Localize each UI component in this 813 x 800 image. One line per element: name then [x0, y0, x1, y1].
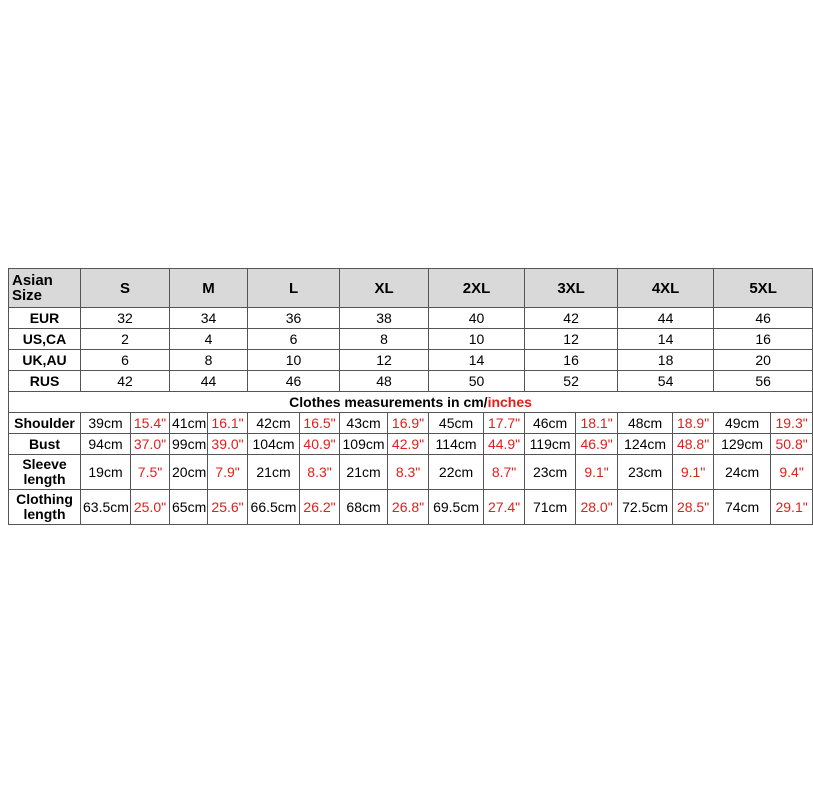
table-cell: 48: [340, 371, 429, 392]
size-header-row: [9, 269, 813, 308]
inch-cell: 28.0": [576, 490, 618, 525]
conversion-row-uk-au: [9, 350, 813, 371]
cm-cell: 65cm: [170, 490, 208, 525]
cm-cell: 46cm: [525, 413, 576, 434]
cm-cell: 45cm: [429, 413, 484, 434]
cm-cell: 19cm: [81, 455, 131, 490]
measurement-row-clothing-length: [9, 490, 813, 525]
size-header-s: S: [81, 269, 170, 308]
inch-cell: 39.0": [208, 434, 248, 455]
table-cell: 14: [429, 350, 525, 371]
size-header-3xl: 3XL: [525, 269, 618, 308]
measurement-row-shoulder: [9, 413, 813, 434]
cm-cell: 39cm: [81, 413, 131, 434]
inch-cell: 44.9": [484, 434, 525, 455]
cm-cell: 124cm: [618, 434, 673, 455]
row-label: Shoulder: [9, 413, 81, 434]
inch-cell: 19.3": [771, 413, 813, 434]
cm-cell: 74cm: [714, 490, 771, 525]
table-cell: 42: [525, 308, 618, 329]
measurement-row-sleeve-length: [9, 455, 813, 490]
cm-cell: 69.5cm: [429, 490, 484, 525]
cm-cell: 114cm: [429, 434, 484, 455]
table-cell: 36: [248, 308, 340, 329]
inch-cell: 48.8": [673, 434, 714, 455]
inch-cell: 9.1": [576, 455, 618, 490]
cm-cell: 71cm: [525, 490, 576, 525]
inch-cell: 25.6": [208, 490, 248, 525]
cm-cell: 49cm: [714, 413, 771, 434]
cm-cell: 66.5cm: [248, 490, 300, 525]
cm-cell: 23cm: [525, 455, 576, 490]
row-label: Bust: [9, 434, 81, 455]
inch-cell: 16.9": [388, 413, 429, 434]
inch-cell: 9.4": [771, 455, 813, 490]
inch-cell: 16.1": [208, 413, 248, 434]
inch-cell: 7.9": [208, 455, 248, 490]
measurement-row-bust: [9, 434, 813, 455]
asian-size-label: Asian Size: [9, 269, 81, 308]
inch-cell: 9.1": [673, 455, 714, 490]
table-cell: 42: [81, 371, 170, 392]
cm-cell: 104cm: [248, 434, 300, 455]
table-cell: 44: [170, 371, 248, 392]
cm-cell: 22cm: [429, 455, 484, 490]
inch-cell: 16.5": [300, 413, 340, 434]
table-cell: 6: [248, 329, 340, 350]
table-cell: 34: [170, 308, 248, 329]
cm-cell: 72.5cm: [618, 490, 673, 525]
table-cell: 44: [618, 308, 714, 329]
table-cell: 52: [525, 371, 618, 392]
row-label: Clothing length: [9, 490, 81, 525]
cm-cell: 42cm: [248, 413, 300, 434]
row-label: Sleeve length: [9, 455, 81, 490]
cm-cell: 21cm: [248, 455, 300, 490]
table-cell: 40: [429, 308, 525, 329]
table-cell: 2: [81, 329, 170, 350]
table-cell: 8: [340, 329, 429, 350]
inch-cell: 50.8": [771, 434, 813, 455]
table-cell: 16: [714, 329, 813, 350]
table-cell: 38: [340, 308, 429, 329]
inch-cell: 18.1": [576, 413, 618, 434]
table-cell: 10: [429, 329, 525, 350]
table-cell: 12: [340, 350, 429, 371]
table-cell: 14: [618, 329, 714, 350]
inch-cell: 15.4": [131, 413, 170, 434]
conversion-row-us-ca: [9, 329, 813, 350]
conversion-row-rus: [9, 371, 813, 392]
cm-cell: 41cm: [170, 413, 208, 434]
section-title-inches: inches: [487, 394, 532, 410]
inch-cell: 18.9": [673, 413, 714, 434]
cm-cell: 48cm: [618, 413, 673, 434]
table-cell: 46: [248, 371, 340, 392]
measurements-section-row: [9, 392, 813, 413]
inch-cell: 8.3": [300, 455, 340, 490]
size-header-l: L: [248, 269, 340, 308]
table-cell: 18: [618, 350, 714, 371]
cm-cell: 21cm: [340, 455, 388, 490]
inch-cell: 40.9": [300, 434, 340, 455]
table-cell: 12: [525, 329, 618, 350]
inch-cell: 8.7": [484, 455, 525, 490]
inch-cell: 42.9": [388, 434, 429, 455]
size-header-m: M: [170, 269, 248, 308]
table-cell: 56: [714, 371, 813, 392]
inch-cell: 26.2": [300, 490, 340, 525]
inch-cell: 37.0": [131, 434, 170, 455]
cm-cell: 99cm: [170, 434, 208, 455]
row-label: EUR: [9, 308, 81, 329]
cm-cell: 129cm: [714, 434, 771, 455]
table-cell: 54: [618, 371, 714, 392]
size-header-5xl: 5XL: [714, 269, 813, 308]
cm-cell: 24cm: [714, 455, 771, 490]
cm-cell: 119cm: [525, 434, 576, 455]
size-chart-table: [8, 268, 813, 525]
table-cell: 10: [248, 350, 340, 371]
row-label: UK,AU: [9, 350, 81, 371]
table-cell: 32: [81, 308, 170, 329]
table-cell: 20: [714, 350, 813, 371]
size-header-4xl: 4XL: [618, 269, 714, 308]
inch-cell: 46.9": [576, 434, 618, 455]
inch-cell: 26.8": [388, 490, 429, 525]
inch-cell: 17.7": [484, 413, 525, 434]
measurements-section-title: [9, 392, 813, 413]
size-header-xl: XL: [340, 269, 429, 308]
cm-cell: 94cm: [81, 434, 131, 455]
table-cell: 4: [170, 329, 248, 350]
table-cell: 16: [525, 350, 618, 371]
table-cell: 50: [429, 371, 525, 392]
cm-cell: 68cm: [340, 490, 388, 525]
row-label: US,CA: [9, 329, 81, 350]
inch-cell: 27.4": [484, 490, 525, 525]
table-cell: 8: [170, 350, 248, 371]
section-title-text: Clothes measurements in cm/: [289, 394, 488, 410]
cm-cell: 20cm: [170, 455, 208, 490]
cm-cell: 23cm: [618, 455, 673, 490]
conversion-row-eur: [9, 308, 813, 329]
cm-cell: 63.5cm: [81, 490, 131, 525]
inch-cell: 7.5": [131, 455, 170, 490]
inch-cell: 8.3": [388, 455, 429, 490]
inch-cell: 29.1": [771, 490, 813, 525]
cm-cell: 43cm: [340, 413, 388, 434]
cm-cell: 109cm: [340, 434, 388, 455]
table-cell: 6: [81, 350, 170, 371]
table-cell: 46: [714, 308, 813, 329]
size-header-2xl: 2XL: [429, 269, 525, 308]
inch-cell: 25.0": [131, 490, 170, 525]
row-label: RUS: [9, 371, 81, 392]
inch-cell: 28.5": [673, 490, 714, 525]
